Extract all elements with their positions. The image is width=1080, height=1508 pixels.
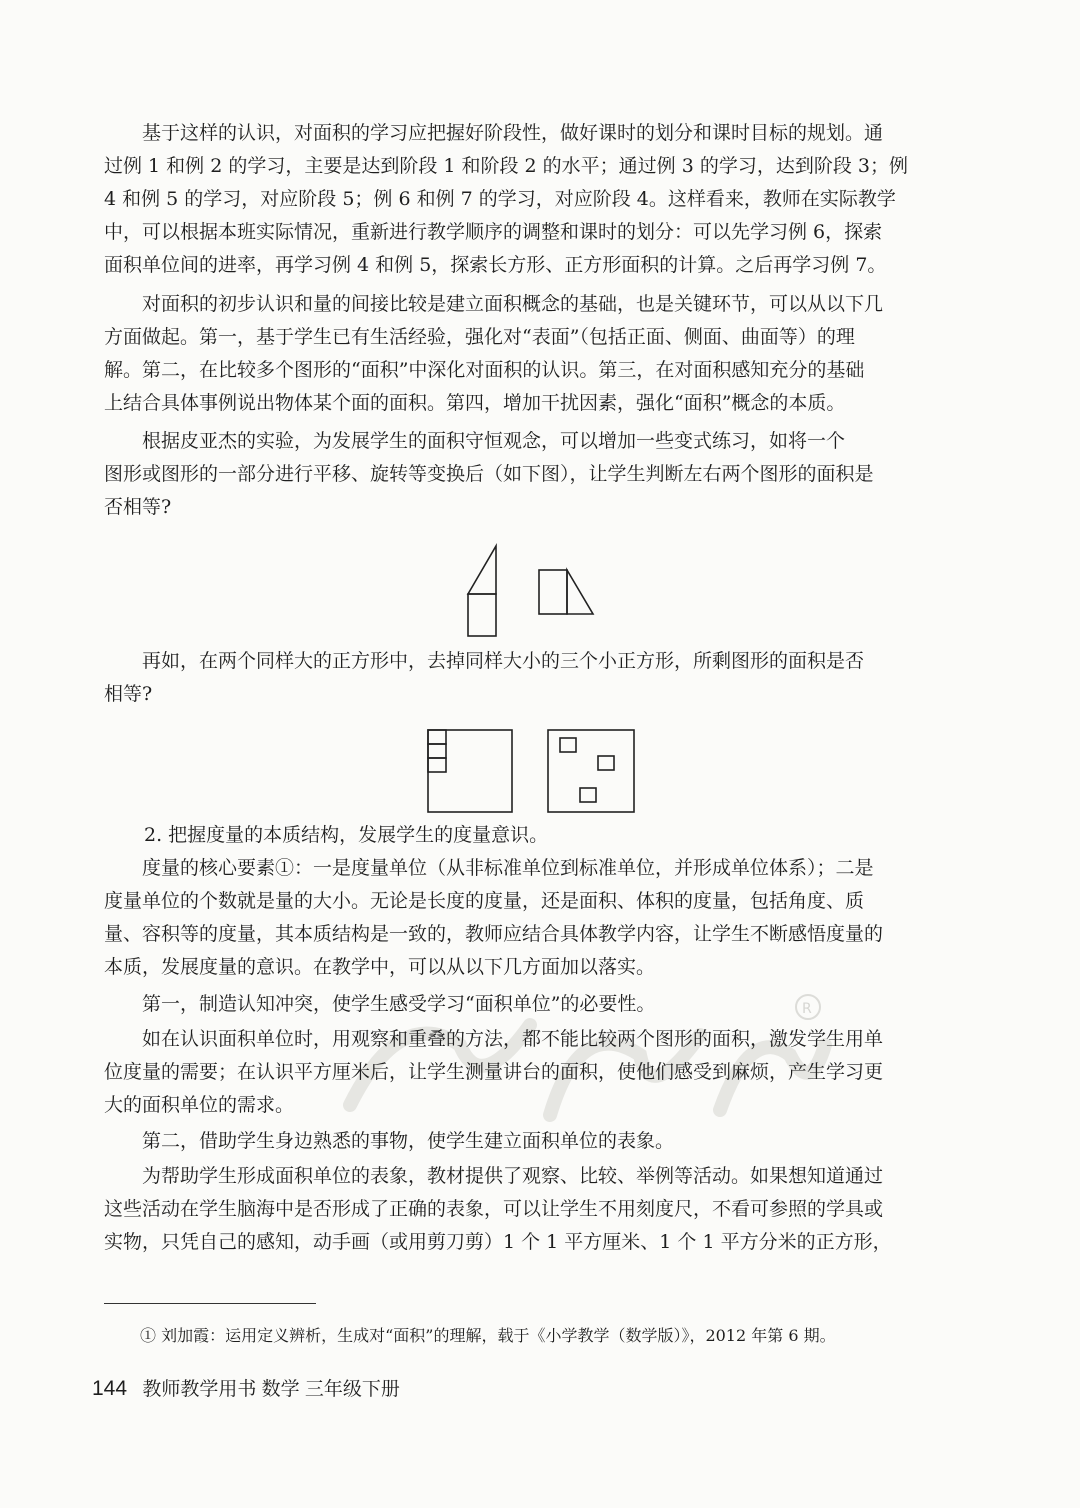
paragraph-unit-example bbox=[104, 1023, 964, 1122]
page-footer bbox=[92, 1376, 400, 1403]
small-square bbox=[428, 730, 446, 744]
text-line: 这些活动在学生脑海中是否形成了正确的表象，可以让学生不用刻度尺，不看可参照的学具或 bbox=[104, 1198, 884, 1220]
text-line: 否相等? bbox=[104, 496, 172, 518]
text-line: 第二，借助学生身边熟悉的事物，使学生建立面积单位的表象。 bbox=[104, 1130, 675, 1152]
text-line: 为帮助学生形成面积单位的表象，教材提供了观察、比较、举例等活动。如果想知道通过 bbox=[104, 1165, 884, 1187]
figure-squares-removed bbox=[424, 726, 640, 816]
text-line: 量、容积等的度量，其本质结构是一致的，教师应结合具体教学内容，让学生不断感悟度量的 bbox=[104, 923, 884, 945]
paragraph-point-two bbox=[104, 1125, 964, 1158]
text-line: 大的面积单位的需求。 bbox=[104, 1094, 295, 1116]
paragraph-squares-question bbox=[104, 645, 964, 711]
text-line: 基于这样的认识，对面积的学习应把握好阶段性，做好课时的划分和课时目标的规划。通 bbox=[104, 122, 884, 144]
text-line: 如在认识面积单位时，用观察和重叠的方法，都不能比较两个图形的面积，激发学生用单 bbox=[104, 1028, 884, 1050]
triangle-shape-left bbox=[468, 546, 496, 594]
paragraph-point-one bbox=[104, 988, 964, 1021]
text-line: 度量单位的个数就是量的大小。无论是长度的度量，还是面积、体积的度量，包括角度、质 bbox=[104, 890, 865, 912]
text-line: 第一，制造认知冲突，使学生感受学习“面积单位”的必要性。 bbox=[104, 993, 656, 1015]
text-line: 面积单位间的进率，再学习例 4 和例 5，探索长方形、正方形面积的计算。之后再学习例 7。 bbox=[104, 254, 887, 276]
text-line: 再如，在两个同样大的正方形中，去掉同样大小的三个小正方形，所剩图形的面积是否 bbox=[104, 650, 865, 672]
section-heading: 2. 把握度量的本质结构，发展学生的度量意识。 bbox=[144, 824, 549, 846]
svg-text:R: R bbox=[802, 1001, 812, 1017]
small-square bbox=[598, 756, 614, 770]
small-square bbox=[560, 738, 576, 752]
small-square bbox=[428, 744, 446, 758]
text-line: 度量的核心要素①：一是度量单位（从非标准单位到标准单位，并形成单位体系）；二是 bbox=[104, 857, 874, 879]
footnote-divider bbox=[104, 1303, 316, 1304]
text-line: 根据皮亚杰的实验，为发展学生的面积守恒观念，可以增加一些变式练习，如将一个 bbox=[104, 430, 846, 452]
paragraph-unit-image bbox=[104, 1160, 964, 1259]
large-square-left bbox=[428, 730, 512, 812]
text-line: 4 和例 5 的学习，对应阶段 5；例 6 和例 7 的学习，对应阶段 4。这样看来，教师在实际教学 bbox=[104, 188, 896, 210]
text-line: 位度量的需要；在认识平方厘米后，让学生测量讲台的面积，使他们感受到麻烦，产生学习更 bbox=[104, 1061, 884, 1083]
text-line: 本质，发展度量的意识。在教学中，可以从以下几方面加以落实。 bbox=[104, 956, 656, 978]
paragraph-measurement-core bbox=[104, 852, 964, 984]
triangle-shape-right bbox=[567, 570, 593, 614]
large-square-right bbox=[548, 730, 634, 812]
small-square bbox=[428, 758, 446, 772]
text-line: 过例 1 和例 2 的学习，主要是达到阶段 1 和阶段 2 的水平；通过例 3 的学习，达到阶段 3；例 bbox=[104, 155, 908, 177]
text-line: 实物，只凭自己的感知，动手画（或用剪刀剪）1 个 1 平方厘米、1 个 1 平方分米的正方形， bbox=[104, 1231, 892, 1253]
figure-shape-transformation bbox=[462, 542, 602, 642]
text-line: 解。第二，在比较多个图形的“面积”中深化对面积的认识。第三，在对面积感知充分的基础 bbox=[104, 359, 865, 381]
text-line: 方面做起。第一，基于学生已有生活经验，强化对“表面”（包括正面、侧面、曲面等）的理 bbox=[104, 326, 855, 348]
paragraph-piaget bbox=[104, 425, 964, 524]
text-line: 上结合具体事例说出物体某个面的面积。第四，增加干扰因素，强化“面积”概念的本质。 bbox=[104, 392, 846, 414]
small-square bbox=[580, 788, 596, 802]
page-number: 144 bbox=[92, 1377, 128, 1400]
rect-shape-right bbox=[539, 570, 567, 614]
rect-shape-left bbox=[468, 594, 496, 636]
paragraph-stage-planning bbox=[104, 117, 964, 282]
text-line: 相等? bbox=[104, 683, 153, 705]
footnote: ① 刘加霞：运用定义辨析，生成对“面积”的理解，载于《小学教学（数学版）》，2012 年第 6 期。 bbox=[140, 1326, 836, 1345]
text-line: 图形或图形的一部分进行平移、旋转等变换后（如下图），让学生判断左右两个图形的面积是 bbox=[104, 463, 874, 485]
text-line: 中，可以根据本班实际情况，重新进行教学顺序的调整和课时的划分：可以先学习例 6，探索 bbox=[104, 221, 883, 243]
book-title: 教师教学用书 数学 三年级下册 bbox=[142, 1379, 400, 1400]
text-line: 对面积的初步认识和量的间接比较是建立面积概念的基础，也是关键环节，可以从以下几 bbox=[104, 293, 884, 315]
paragraph-area-concept bbox=[104, 288, 964, 420]
